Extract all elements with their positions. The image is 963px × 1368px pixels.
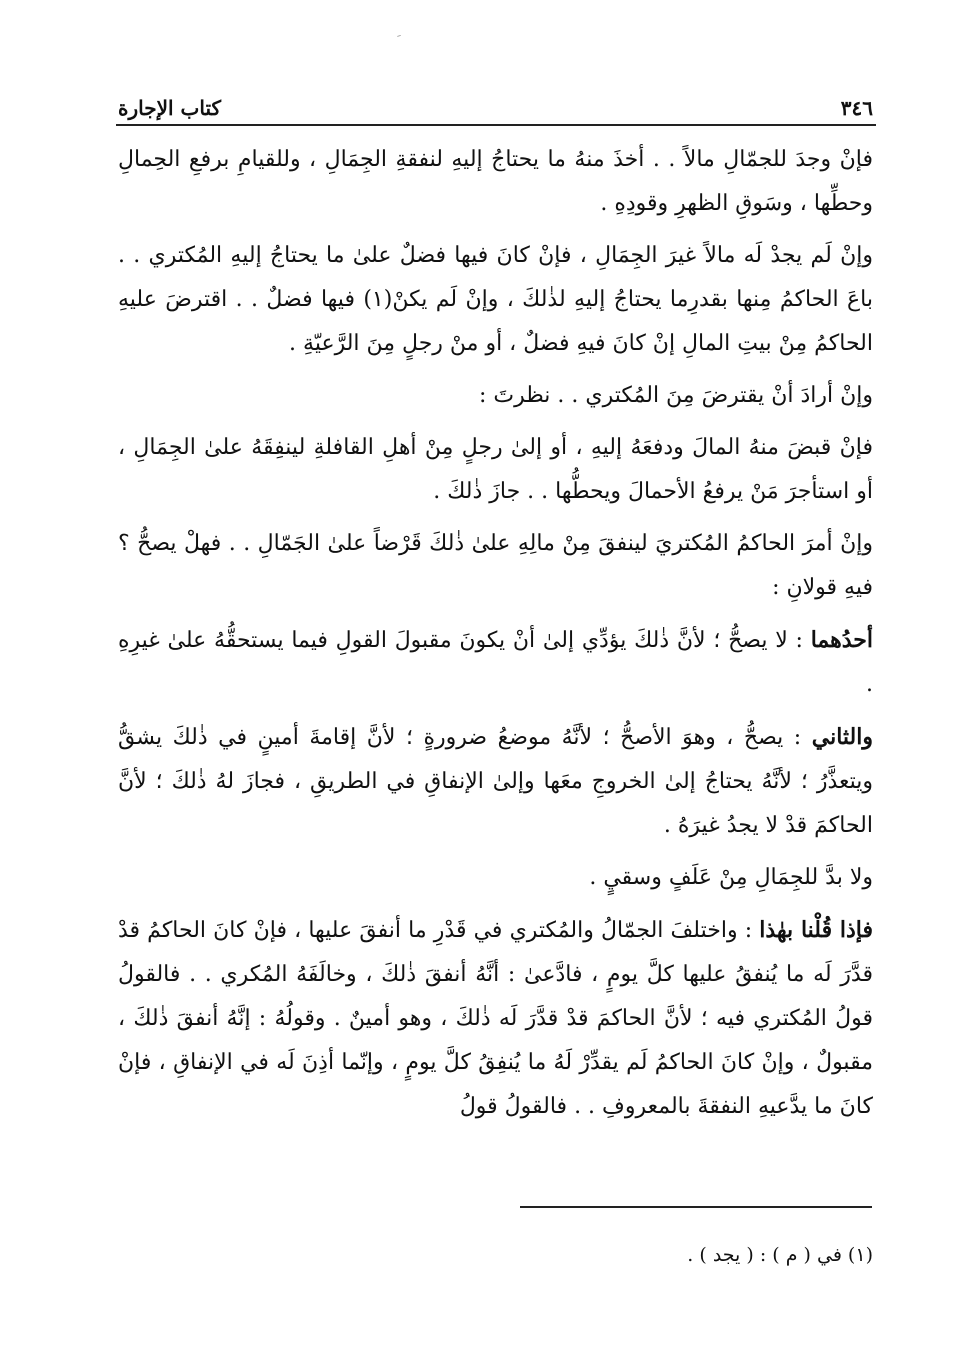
paragraph-3: وإنْ أرادَ أنْ يقترضَ مِنَ المُكتري . . نظرتَ : — [478, 383, 873, 408]
header-rule — [116, 124, 876, 126]
paragraph-7: والثاني : يصحُّ ، وهوَ الأصحُّ ؛ لأنَّهُ موضعُ ضرورةٍ ؛ لأنَّ إقامةَ أمينٍ في ذٰلكَ يشقُّ ويتعذَّرُ ؛ لأنَّهُ يحتاجُ إلىٰ الخروجِ معَها وإلىٰ الإنفاقِ في الطريقِ ، فجازَ لهُ ذٰلكَ ؛ لأنَّ الحاكمَ قدْ لا يجدُ غيرَهُ . — [118, 724, 873, 838]
page-number: ٣٤٦ — [840, 96, 873, 120]
paragraph-4: فإنْ قبضَ منهُ المالَ ودفعَهُ إليهِ ، أو إلىٰ رجلٍ مِنْ أهلِ القافلةِ لينفِقَهُ علىٰ الجِمَالِ ، أو استأجرَ مَنْ يرفعُ الأحمالَ ويحطُّها . . جازَ ذٰلكَ . — [118, 435, 873, 504]
lead-term: والثاني — [811, 724, 873, 750]
paragraph-6: أحدُهما : لا يصحُّ ؛ لأنَّ ذٰلكَ يؤدِّي إلىٰ أنْ يكونَ مقبولَ القولِ فيما يستحقُّهُ علىٰ غيرِهِ . — [118, 627, 873, 697]
paragraph-9: فإذا قُلْنا بهٰذا : واختلفَ الجمّالُ والمُكتري في قَدْرِ ما أنفقَ عليها ، فإنْ كانَ الحاكمُ قدْ قدَّرَ لَه ما يُنفقُ عليها كلَّ يومٍ ، فادَّعىٰ : أنَّهُ أنفقَ ذٰلكَ ، وخالَفَهُ المُكري . . فالقولُ قولُ المُكتري فيه ؛ لأنَّ الحاكمَ قدْ قدَّرَ لَه ذٰلكَ ، وهو أمينٌ . وقولُهُ : إنَّهُ أنفقَ ذٰلكَ ، مقبولٌ ، وإنْ كانَ الحاكمُ لَم يقدِّرْ لَهُ ما يُنفِقُ كلَّ يومٍ ، وإنّما أذِنَ لَه في الإنفاقِ ، فإنْ كانَ ما يدَّعيهِ النفقةَ بالمعروفِ . . فالقولُ قولُ — [118, 917, 874, 1119]
paragraph-5: وإنْ أمرَ الحاكمُ المُكتريَ لينفقَ مِنْ مالِهِ علىٰ ذٰلكَ قَرْضاً علىٰ الجَمّالِ . . فهلْ يصحُّ ؟ فيهِ قولانِ : — [118, 531, 873, 600]
main-text — [118, 138, 873, 1137]
paragraph-8: ولا بدَّ للجِمَالِ مِنْ عَلَفٍ وسقيٍ . — [589, 865, 873, 890]
paragraph-1: فإنْ وجدَ للجمّالِ مالاً . . أخذَ منهُ ما يحتاجُ إليهِ لنفقةِ الجِمَالِ ، وللقيامِ برفعِ الحِمالِ وحطِّها ، وسَوقِ الظهرِ وقودِهِ . — [118, 147, 873, 216]
footnote: (١) في ( م ) : ( يجد ) . — [687, 1244, 873, 1266]
book-title: كتاب الإجارة — [118, 96, 221, 120]
lead-term: أحدُهما — [810, 627, 873, 653]
footnote-rule — [520, 1206, 872, 1208]
paragraph-2: وإنْ لَم يجدْ لَه مالاً غيرَ الجِمَالِ ، فإنْ كانَ فيها فضلٌ علىٰ ما يحتاجُ إليهِ المُكتري . . باعَ الحاكمُ مِنها بقدرِما يحتاجُ إليهِ لذٰلكَ ، وإنْ لَم يكنْ(١) فيها فضلٌ . . اقترضَ عليهِ الحاكمُ مِنْ بيتِ المالِ إنْ كانَ فيهِ فضلٌ ، أو منْ رجلٍ مِنَ الرَّعيّةِ . — [118, 243, 873, 356]
lead-term: فإذا قُلْنا بهٰذا — [759, 917, 874, 943]
page-header — [118, 88, 873, 120]
